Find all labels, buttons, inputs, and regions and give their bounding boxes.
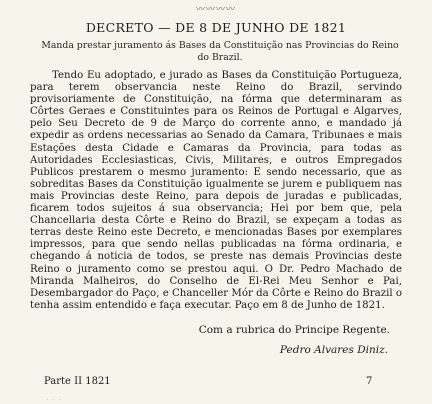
signature: Pedro Alvares Diniz. (279, 344, 388, 356)
decree-summary: Manda prestar juramento ás Bases da Constituição nas Provincias do Reino do Brazil. (41, 40, 399, 63)
decree-body: Tendo Eu adoptado, e jurado as Bases da Constituição Portugueza, para terem observancia neste Reino do Brazil, servindo provisoriamente de Constituição, na fórma que determinaram as Côrtes Geraes e Constituintes para os Reinos de Portugal e Algarves, pelo Seu Decreto de 9 de Março do corrente anno, e mandado já expedir as ordens necessarias ao Senado da Camara, Tribunaes e mais Estações desta Cidade e Camaras da Provincia, para todas as Autoridades Ecclesiasticas, Civis, Militares, e outros Empregados Publicos prestarem o mesmo juramento: E sendo necessario, que as sobreditas Bases da Constituição igualmente se jurem e publiquem nas mais Provincias deste Reino, para depois de juradas e publicadas, ficarem todos sujeitos á sua observancia; Hei por bem que, pela Chancellaria desta Côrte e Reino do Brazil, se expeçam a todas as terras deste Reino este Decreto, e mencionadas Bases por exemplares impressos, para que sendo nellas publicadas na fórma ordinaria, e chegando á noticia de todos, se preste nas demais Provincias deste Reino o juramento como se prestou aqui. O Dr. Pedro Machado de Miranda Malheiros, do Conselho de El-Rei Meu Senhor e Pai, Desembargador do Paço, e Chanceller Mór da Côrte e Reino do Brazil o tenha assim entendido e faça executar. Paço em 8 de Junho de 1821. (30, 70, 402, 311)
decree-title: DECRETO — DE 8 DE JUNHO DE 1821 (85, 20, 347, 35)
footer-part: Parte II 1821 (44, 376, 111, 387)
page-number: 7 (366, 376, 373, 387)
faded-stamp-mark: · · · (46, 396, 63, 404)
ornament-divider: 〰〰〰〰 (195, 5, 236, 15)
rubric-line: Com a rubrica do Principe Regente. (198, 324, 390, 336)
